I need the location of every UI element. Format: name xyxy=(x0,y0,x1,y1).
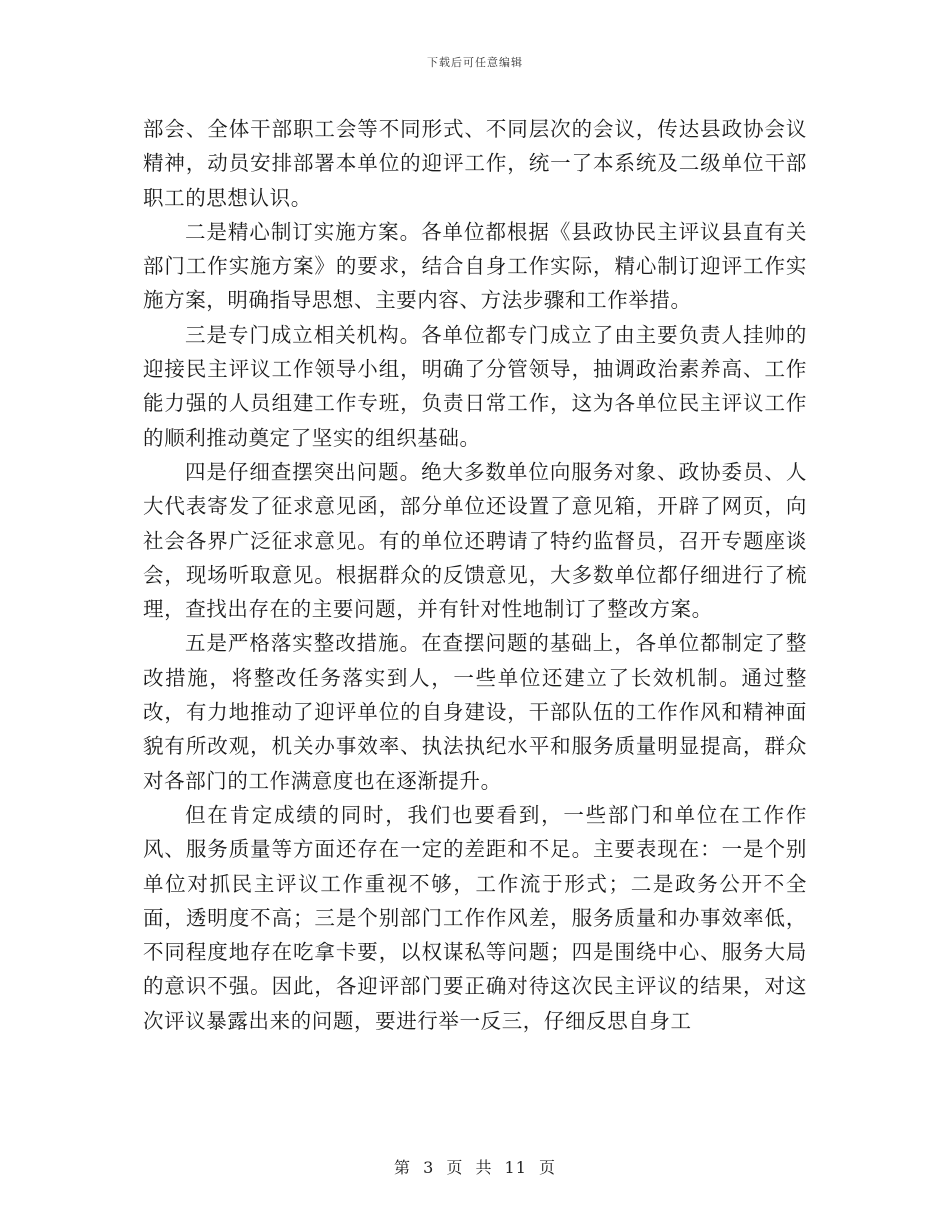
paragraph-establish-bodies: 三是专门成立相关机构。各单位都专门成立了由主要负责人挂帅的迎接民主评议工作领导小组，明确了分管领导，抽调政治素养高、工作能力强的人员组建工作专班，负责日常工作，这为各单位民主评议工作的顺利推动奠定了坚实的组织基础。 xyxy=(143,322,807,450)
document-body xyxy=(143,112,807,1038)
page-header: 下载后可任意编辑 xyxy=(427,56,523,69)
page-footer-page-number: 第 3 页 共 11 页 xyxy=(394,1158,556,1177)
paragraph-identify-problems: 四是仔细查摆突出问题。绝大多数单位向服务对象、政协委员、人大代表寄发了征求意见函，部分单位还设置了意见箱，开辟了网页，向社会各界广泛征求意见。有的单位还聘请了特约监督员，召开专题座谈会，现场听取意见。根据群众的反馈意见，大多数单位都仔细进行了梳理，查找出存在的主要问题，并有针对性地制订了整改方案。 xyxy=(143,459,807,622)
paragraph-continuation: 部会、全体干部职工会等不同形式、不同层次的会议，传达县政协会议精神，动员安排部署本单位的迎评工作，统一了本系统及二级单位干部职工的思想认识。 xyxy=(143,117,807,210)
paragraph-shortcomings: 但在肯定成绩的同时，我们也要看到，一些部门和单位在工作作风、服务质量等方面还存在一定的差距和不足。主要表现在：一是个别单位对抓民主评议工作重视不够，工作流于形式；二是政务公开不全面，透明度不高；三是个别部门工作作风差，服务质量和办事效率低，不同程度地存在吃拿卡要，以权谋私等问题；四是围绕中心、服务大局的意识不强。因此，各迎评部门要正确对待这次民主评议的结果，对这次评议暴露出来的问题，要进行举一反三，仔细反思自身工 xyxy=(143,802,807,1033)
paragraph-rectification: 五是严格落实整改措施。在查摆问题的基础上，各单位都制定了整改措施，将整改任务落实到人，一些单位还建立了长效机制。通过整改，有力地推动了迎评单位的自身建设，干部队伍的工作作风和精神面貌有所改观，机关办事效率、执法执纪水平和服务质量明显提高，群众对各部门的工作满意度也在逐渐提升。 xyxy=(143,631,807,793)
paragraph-implementation-plan: 二是精心制订实施方案。各单位都根据《县政协民主评议县直有关部门工作实施方案》的要求，结合自身工作实际，精心制订迎评工作实施方案，明确指导思想、主要内容、方法步骤和工作举措。 xyxy=(143,219,807,313)
